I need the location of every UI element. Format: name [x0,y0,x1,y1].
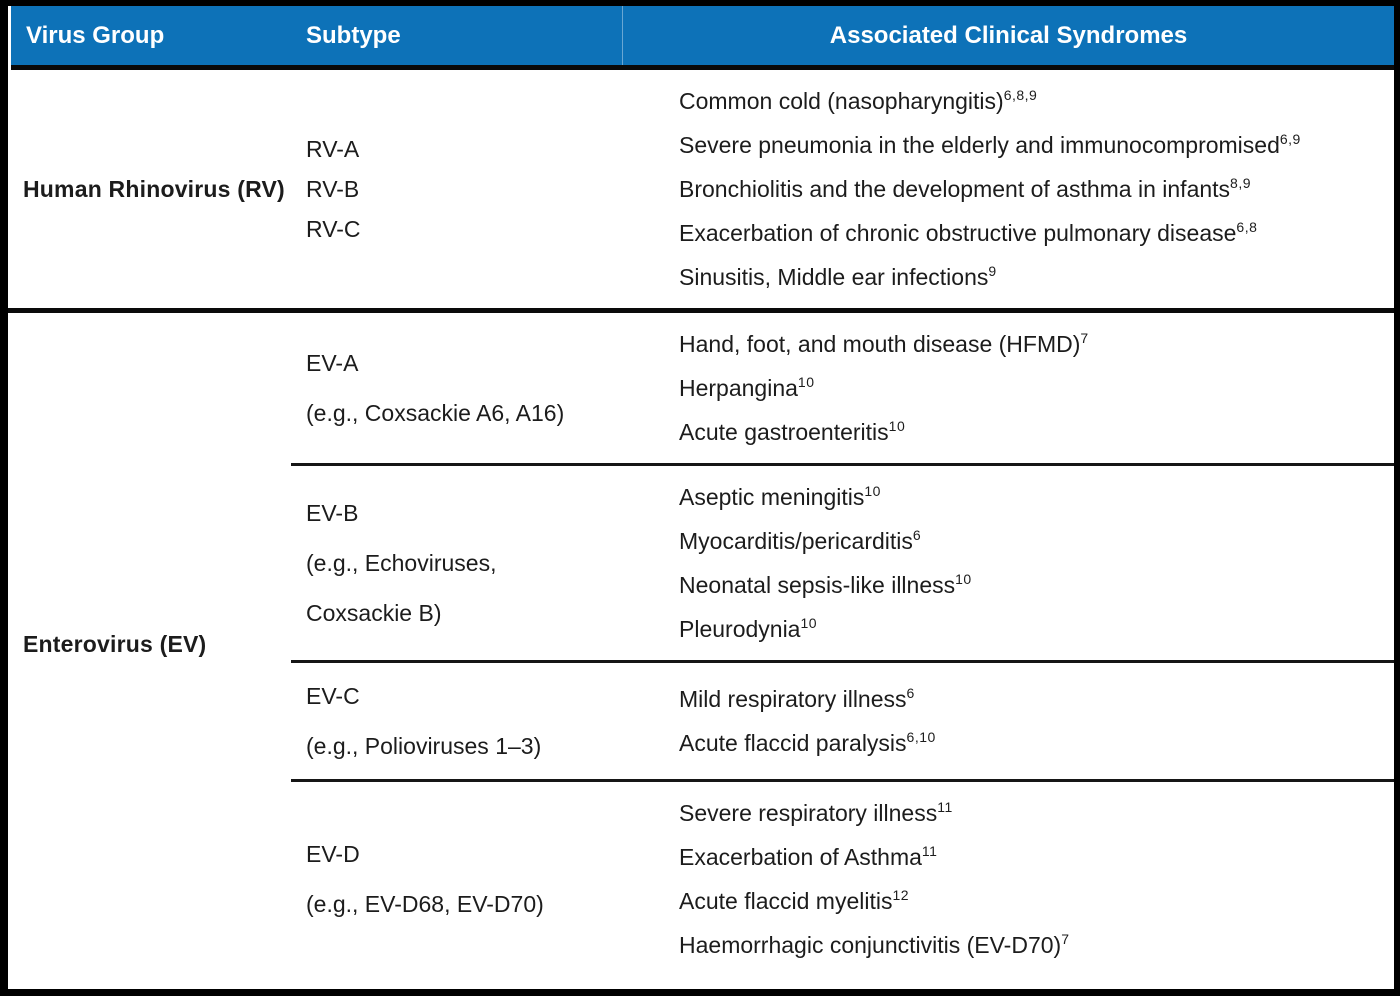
subtype-label: EV-D [306,841,360,867]
syndromes-cell [622,782,1394,976]
subtype-cell [291,70,622,308]
subtype-label: RV-C [306,216,361,242]
syndrome-item: Mild respiratory illness$^6$ [679,685,915,712]
subtype-rows [291,70,1394,308]
reference-superscript: 6 [906,685,915,701]
reference-superscript: 10 [955,571,972,587]
syndrome-item: Exacerbation of chronic obstructive pulmonary disease$^{6,8}$ [679,219,1258,246]
header-associated-clinical-syndromes: Associated Clinical Syndromes [622,6,1394,65]
subtype-row [291,463,1394,660]
syndrome-item: Neonatal sepsis-like illness$^{10}$ [679,571,972,598]
syndromes-cell [622,70,1394,308]
reference-superscript: 6,8,9 [1003,87,1038,103]
reference-superscript: 6,10 [906,729,936,745]
subtype-label: (e.g., Echoviruses, [306,550,497,576]
syndromes-cell [622,313,1394,463]
table-body [8,70,1394,976]
header-virus-group: Virus Group [26,21,165,49]
syndrome-item: Common cold (nasopharyngitis)$^{6,8,9}$ [679,87,1038,114]
syndrome-item: Pleurodynia$^{10}$ [679,615,818,642]
syndrome-item: Hand, foot, and mouth disease (HFMD)$^7$ [679,330,1089,357]
syndrome-item: Sinusitis, Middle ear infections$^9$ [679,263,997,290]
subtype-label: (e.g., Coxsackie A6, A16) [306,400,565,426]
virus-group-cell: Enterovirus (EV) [23,631,207,657]
syndrome-item: Exacerbation of Asthma$^{11}$ [679,843,938,870]
subtype-cell [291,782,622,976]
syndrome-item: Acute gastroenteritis$^{10}$ [679,418,906,445]
subtype-row [291,779,1394,976]
syndrome-item: Severe pneumonia in the elderly and immunocompromised$^{6,9}$ [679,131,1301,158]
syndromes-cell [622,663,1394,779]
header-subtype: Subtype [306,21,401,49]
virus-group-cell: Human Rhinovirus (RV) [23,175,285,202]
reference-superscript: 12 [892,887,910,903]
virus-group-row [8,70,1394,308]
subtype-row [291,660,1394,779]
syndromes-cell [622,466,1394,660]
reference-superscript: 10 [797,374,815,390]
subtype-label: RV-A [306,136,360,162]
subtype-label: EV-B [306,500,359,526]
syndrome-item: Haemorrhagic conjunctivitis (EV-D70)$^7$ [679,931,1070,958]
reference-superscript: 7 [1080,330,1089,346]
syndrome-item: Herpangina$^{10}$ [679,374,815,401]
reference-superscript: 6 [912,527,922,543]
reference-superscript: 6,9 [1279,131,1301,147]
reference-superscript: 7 [1061,931,1070,947]
subtype-row [291,313,1394,463]
syndrome-item: Myocarditis/pericarditis$^6$ [679,527,922,554]
subtype-label: EV-C [306,683,360,709]
subtype-label: Coxsackie B) [306,600,442,626]
subtype-rows [291,313,1394,976]
syndrome-item: Aseptic meningitis$^{10}$ [679,483,881,510]
subtype-cell [291,466,622,660]
virus-group-row [8,308,1394,976]
subtype-label: EV-A [306,350,359,376]
syndrome-item: Severe respiratory illness$^{11}$ [679,799,953,826]
syndrome-item: Acute flaccid myelitis$^{12}$ [679,887,910,914]
reference-superscript: 11 [921,843,938,859]
reference-superscript: 6,8 [1236,219,1258,235]
subtype-cell [291,313,622,463]
subtype-row [291,70,1394,308]
subtype-label: (e.g., Polioviruses 1–3) [306,733,542,759]
syndrome-item: Acute flaccid paralysis$^{6,10}$ [679,729,936,756]
subtype-label: (e.g., EV-D68, EV-D70) [306,891,544,917]
reference-superscript: 9 [988,263,997,279]
table-header-row [11,6,1394,70]
syndrome-item: Bronchiolitis and the development of asthma in infants$^{8,9}$ [679,175,1252,202]
reference-superscript: 10 [800,615,818,631]
subtype-label: RV-B [306,176,360,202]
reference-superscript: 11 [937,799,953,815]
reference-superscript: 10 [864,483,881,499]
reference-superscript: 8,9 [1230,175,1252,191]
subtype-cell [291,663,622,779]
reference-superscript: 10 [888,418,906,434]
